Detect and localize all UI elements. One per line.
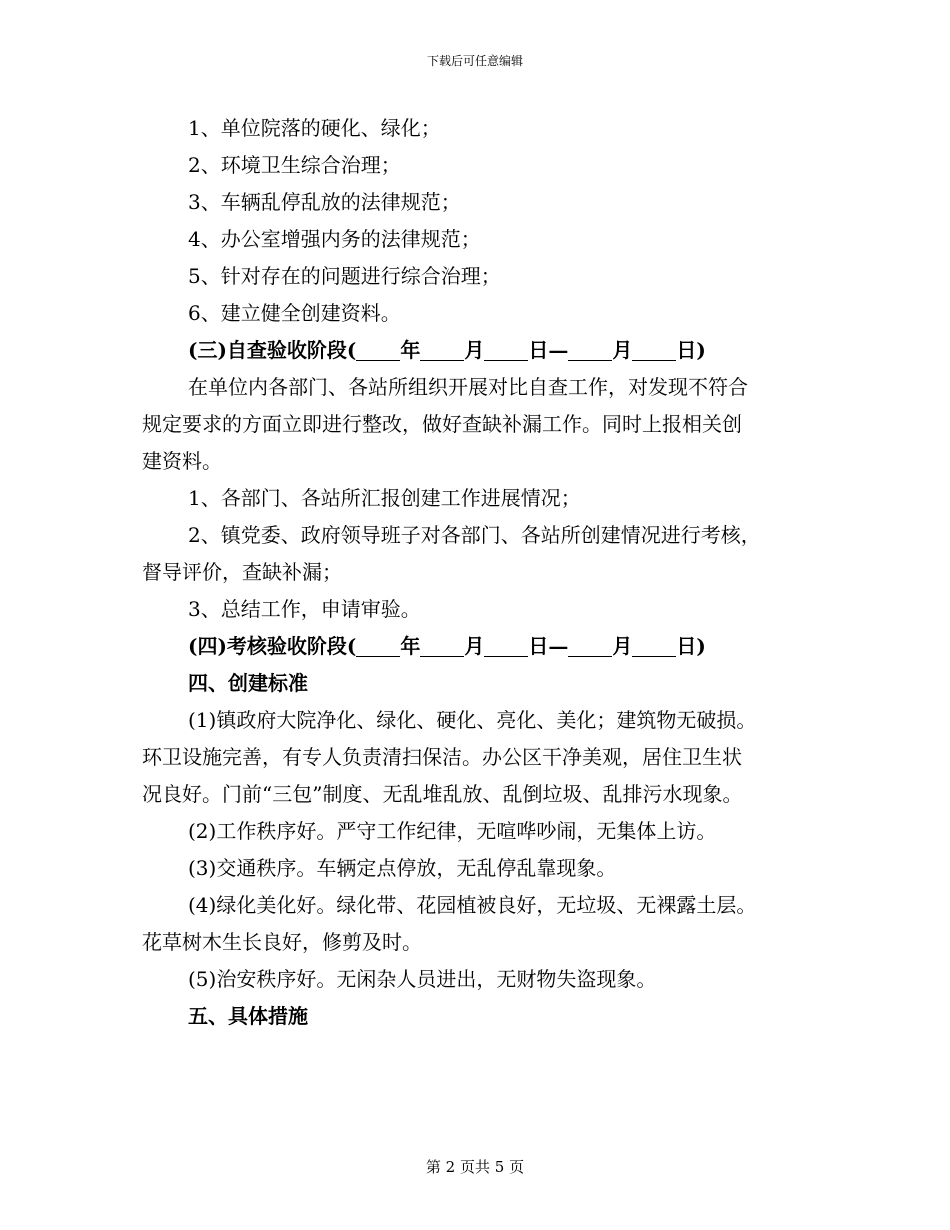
paragraph-line: 督导评价，查缺补漏； <box>142 560 342 584</box>
date-blank <box>484 338 528 361</box>
date-unit: 年 <box>400 634 421 658</box>
paragraph-line: (1)镇政府大院净化、绿化、硬化、亮化、美化；建筑物无破损。 <box>188 708 757 732</box>
date-unit: 年 <box>400 338 421 362</box>
page-header: 下载后可任意编辑 <box>426 54 523 68</box>
date-unit: 日— <box>528 634 569 658</box>
paragraph-line: 况良好。门前“三包”制度、无乱堆乱放、乱倒垃圾、乱排污水现象。 <box>142 782 743 806</box>
date-unit: 月 <box>464 634 485 658</box>
section-heading: 四、创建标准 <box>188 671 308 695</box>
date-unit: 日) <box>676 634 706 658</box>
date-blank <box>484 634 528 657</box>
paragraph-line: 1、单位院落的硬化、绿化； <box>188 116 441 140</box>
paragraph-line: 5、针对存在的问题进行综合治理； <box>188 264 501 288</box>
paragraph-line: 建资料。 <box>142 449 222 473</box>
paragraph-line: (5)治安秩序好。无闲杂人员进出，无财物失盗现象。 <box>188 967 657 991</box>
stage-heading <box>142 332 814 369</box>
paragraph-line: 规定要求的方面立即进行整改，做好查缺补漏工作。同时上报相关创 <box>142 412 742 436</box>
date-blank <box>632 634 676 657</box>
paragraph-line: 2、环境卫生综合治理； <box>188 153 401 177</box>
date-blank <box>632 338 676 361</box>
paragraph-line: 6、建立健全创建资料。 <box>188 301 401 325</box>
date-unit: 月 <box>612 634 633 658</box>
date-blank <box>568 338 612 361</box>
paragraph-line: 环卫设施完善，有专人负责清扫保洁。办公区干净美观，居住卫生状 <box>142 745 742 769</box>
date-blank <box>420 634 464 657</box>
date-unit: 月 <box>612 338 633 362</box>
paragraph-line: 花草树木生长良好，修剪及时。 <box>142 930 422 954</box>
paragraph-line: (4)绿化美化好。绿化带、花园植被良好，无垃圾、无裸露土层。 <box>188 893 757 917</box>
document-body <box>142 110 814 1035</box>
paragraph-line: 3、车辆乱停乱放的法律规范； <box>188 190 461 214</box>
date-unit: 日) <box>676 338 706 362</box>
paragraph-line: (2)工作秩序好。严守工作纪律，无喧哗吵闹，无集体上访。 <box>188 819 717 843</box>
section-heading: 五、具体措施 <box>188 1004 308 1028</box>
date-blank <box>568 634 612 657</box>
stage-heading-text: (四)考核验收阶段( <box>188 634 357 658</box>
paragraph-line: 在单位内各部门、各站所组织开展对比自查工作，对发现不符合 <box>188 375 748 399</box>
paragraph-line: (3)交通秩序。车辆定点停放，无乱停乱靠现象。 <box>188 856 617 880</box>
date-blank <box>356 338 400 361</box>
date-unit: 月 <box>464 338 485 362</box>
date-blank <box>420 338 464 361</box>
page-footer: 第 2 页共 5 页 <box>425 1158 525 1176</box>
stage-heading <box>142 628 814 665</box>
stage-heading-text: (三)自查验收阶段( <box>188 338 357 362</box>
paragraph-line: 1、各部门、各站所汇报创建工作进展情况； <box>188 486 581 510</box>
date-blank <box>356 634 400 657</box>
date-unit: 日— <box>528 338 569 362</box>
paragraph-line: 3、总结工作，申请审验。 <box>188 597 421 621</box>
paragraph-line: 2、镇党委、政府领导班子对各部门、各站所创建情况进行考核， <box>188 523 761 547</box>
paragraph-line: 4、办公室增强内务的法律规范； <box>188 227 481 251</box>
